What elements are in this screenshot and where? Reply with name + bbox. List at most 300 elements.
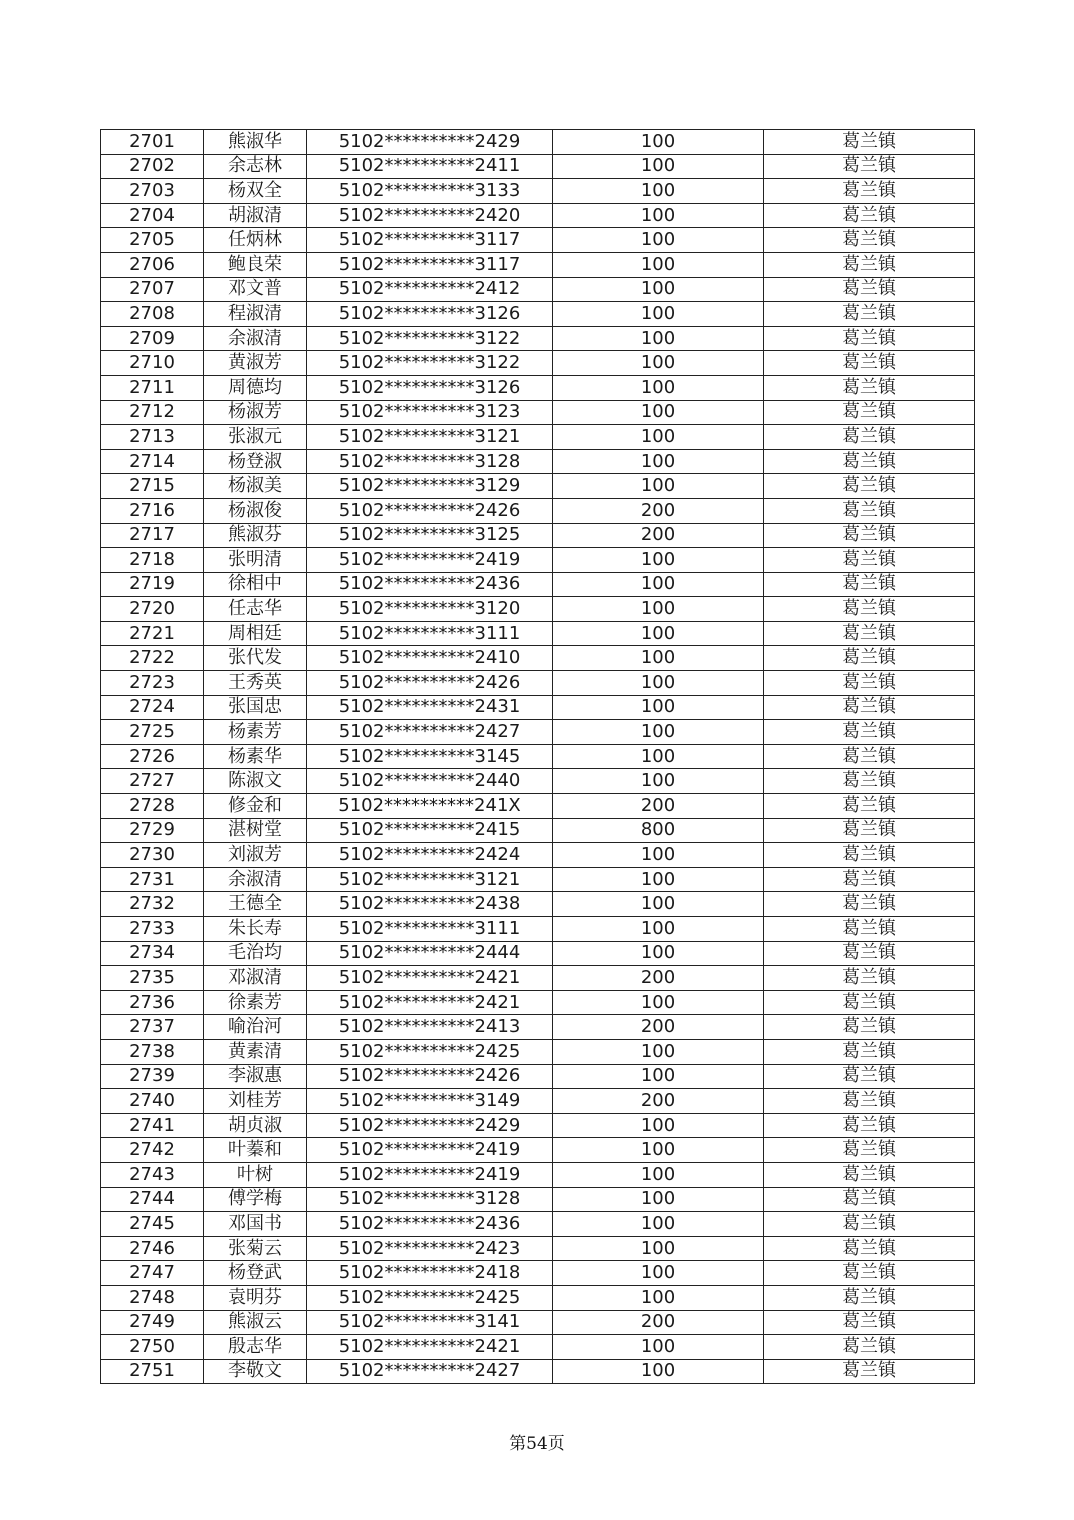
- row-number-cell: 2747: [101, 1261, 204, 1286]
- row-number-cell: 2722: [101, 646, 204, 671]
- name-cell: 李淑惠: [204, 1064, 307, 1089]
- amount-cell: 100: [553, 400, 764, 425]
- amount-cell: 100: [553, 252, 764, 277]
- amount-cell: 100: [553, 990, 764, 1015]
- table-row: [101, 646, 975, 671]
- table-row: [101, 1187, 975, 1212]
- amount-cell: 100: [553, 867, 764, 892]
- name-cell: 熊淑芬: [204, 523, 307, 548]
- id-number-cell: 5102**********2419: [307, 1138, 553, 1163]
- row-number-cell: 2710: [101, 351, 204, 376]
- name-cell: 殷志华: [204, 1335, 307, 1360]
- name-cell: 胡贞淑: [204, 1113, 307, 1138]
- name-cell: 余淑清: [204, 326, 307, 351]
- town-cell: 葛兰镇: [764, 1359, 975, 1384]
- row-number-cell: 2712: [101, 400, 204, 425]
- table-row: [101, 130, 975, 155]
- id-number-cell: 5102**********2421: [307, 990, 553, 1015]
- row-number-cell: 2741: [101, 1113, 204, 1138]
- id-number-cell: 5102**********3111: [307, 621, 553, 646]
- table-row: [101, 302, 975, 327]
- row-number-cell: 2716: [101, 498, 204, 523]
- town-cell: 葛兰镇: [764, 818, 975, 843]
- id-number-cell: 5102**********3141: [307, 1310, 553, 1335]
- town-cell: 葛兰镇: [764, 1310, 975, 1335]
- id-number-cell: 5102**********2425: [307, 1039, 553, 1064]
- row-number-cell: 2705: [101, 228, 204, 253]
- town-cell: 葛兰镇: [764, 130, 975, 155]
- id-number-cell: 5102**********2419: [307, 548, 553, 573]
- row-number-cell: 2731: [101, 867, 204, 892]
- name-cell: 张国忠: [204, 695, 307, 720]
- table-row: [101, 1359, 975, 1384]
- row-number-cell: 2720: [101, 597, 204, 622]
- town-cell: 葛兰镇: [764, 1187, 975, 1212]
- name-cell: 杨淑芳: [204, 400, 307, 425]
- town-cell: 葛兰镇: [764, 1039, 975, 1064]
- town-cell: 葛兰镇: [764, 474, 975, 499]
- town-cell: 葛兰镇: [764, 228, 975, 253]
- id-number-cell: 5102**********2423: [307, 1236, 553, 1261]
- table-row: [101, 425, 975, 450]
- id-number-cell: 5102**********2426: [307, 1064, 553, 1089]
- table-row: [101, 154, 975, 179]
- table-row: [101, 179, 975, 204]
- id-number-cell: 5102**********3121: [307, 867, 553, 892]
- row-number-cell: 2726: [101, 744, 204, 769]
- row-number-cell: 2706: [101, 252, 204, 277]
- table-body: [101, 130, 975, 1384]
- amount-cell: 100: [553, 228, 764, 253]
- town-cell: 葛兰镇: [764, 375, 975, 400]
- table-row: [101, 744, 975, 769]
- table-row: [101, 326, 975, 351]
- row-number-cell: 2738: [101, 1039, 204, 1064]
- row-number-cell: 2713: [101, 425, 204, 450]
- name-cell: 邓国书: [204, 1212, 307, 1237]
- amount-cell: 100: [553, 917, 764, 942]
- row-number-cell: 2730: [101, 843, 204, 868]
- amount-cell: 100: [553, 302, 764, 327]
- row-number-cell: 2737: [101, 1015, 204, 1040]
- amount-cell: 100: [553, 1359, 764, 1384]
- table-row: [101, 1089, 975, 1114]
- id-number-cell: 5102**********2426: [307, 671, 553, 696]
- name-cell: 杨淑俊: [204, 498, 307, 523]
- amount-cell: 100: [553, 646, 764, 671]
- town-cell: 葛兰镇: [764, 769, 975, 794]
- amount-cell: 100: [553, 769, 764, 794]
- town-cell: 葛兰镇: [764, 843, 975, 868]
- table-row: [101, 277, 975, 302]
- amount-cell: 200: [553, 1089, 764, 1114]
- town-cell: 葛兰镇: [764, 720, 975, 745]
- table-row: [101, 400, 975, 425]
- table-row: [101, 498, 975, 523]
- town-cell: 葛兰镇: [764, 523, 975, 548]
- amount-cell: 100: [553, 1138, 764, 1163]
- table-row: [101, 1212, 975, 1237]
- table-row: [101, 375, 975, 400]
- town-cell: 葛兰镇: [764, 203, 975, 228]
- name-cell: 程淑清: [204, 302, 307, 327]
- table-row: [101, 917, 975, 942]
- town-cell: 葛兰镇: [764, 744, 975, 769]
- data-table: [100, 129, 975, 1384]
- amount-cell: 100: [553, 474, 764, 499]
- row-number-cell: 2739: [101, 1064, 204, 1089]
- row-number-cell: 2729: [101, 818, 204, 843]
- table-row: [101, 252, 975, 277]
- id-number-cell: 5102**********2412: [307, 277, 553, 302]
- row-number-cell: 2732: [101, 892, 204, 917]
- id-number-cell: 5102**********3133: [307, 179, 553, 204]
- id-number-cell: 5102**********3128: [307, 1187, 553, 1212]
- town-cell: 葛兰镇: [764, 351, 975, 376]
- name-cell: 刘桂芳: [204, 1089, 307, 1114]
- amount-cell: 100: [553, 154, 764, 179]
- row-number-cell: 2711: [101, 375, 204, 400]
- amount-cell: 200: [553, 1310, 764, 1335]
- id-number-cell: 5102**********2427: [307, 720, 553, 745]
- name-cell: 李敬文: [204, 1359, 307, 1384]
- table-row: [101, 1039, 975, 1064]
- name-cell: 袁明芬: [204, 1285, 307, 1310]
- id-number-cell: 5102**********2436: [307, 572, 553, 597]
- name-cell: 张淑元: [204, 425, 307, 450]
- table-row: [101, 1236, 975, 1261]
- town-cell: 葛兰镇: [764, 695, 975, 720]
- id-number-cell: 5102**********3117: [307, 228, 553, 253]
- town-cell: 葛兰镇: [764, 646, 975, 671]
- id-number-cell: 5102**********2425: [307, 1285, 553, 1310]
- amount-cell: 800: [553, 818, 764, 843]
- table-row: [101, 843, 975, 868]
- name-cell: 周相廷: [204, 621, 307, 646]
- row-number-cell: 2721: [101, 621, 204, 646]
- id-number-cell: 5102**********2429: [307, 130, 553, 155]
- id-number-cell: 5102**********2421: [307, 966, 553, 991]
- table-row: [101, 1310, 975, 1335]
- table-row: [101, 1064, 975, 1089]
- table-row: [101, 474, 975, 499]
- name-cell: 喻治河: [204, 1015, 307, 1040]
- table-row: [101, 572, 975, 597]
- name-cell: 杨淑美: [204, 474, 307, 499]
- name-cell: 胡淑清: [204, 203, 307, 228]
- id-number-cell: 5102**********2415: [307, 818, 553, 843]
- name-cell: 杨素芳: [204, 720, 307, 745]
- table-row: [101, 818, 975, 843]
- name-cell: 修金和: [204, 794, 307, 819]
- town-cell: 葛兰镇: [764, 449, 975, 474]
- amount-cell: 100: [553, 1039, 764, 1064]
- amount-cell: 100: [553, 843, 764, 868]
- name-cell: 叶树: [204, 1162, 307, 1187]
- row-number-cell: 2709: [101, 326, 204, 351]
- amount-cell: 200: [553, 523, 764, 548]
- row-number-cell: 2751: [101, 1359, 204, 1384]
- town-cell: 葛兰镇: [764, 794, 975, 819]
- town-cell: 葛兰镇: [764, 400, 975, 425]
- id-number-cell: 5102**********2420: [307, 203, 553, 228]
- id-number-cell: 5102**********2440: [307, 769, 553, 794]
- name-cell: 毛治均: [204, 941, 307, 966]
- town-cell: 葛兰镇: [764, 179, 975, 204]
- table-row: [101, 1335, 975, 1360]
- amount-cell: 100: [553, 179, 764, 204]
- name-cell: 张菊云: [204, 1236, 307, 1261]
- town-cell: 葛兰镇: [764, 671, 975, 696]
- row-number-cell: 2718: [101, 548, 204, 573]
- row-number-cell: 2735: [101, 966, 204, 991]
- name-cell: 杨登淑: [204, 449, 307, 474]
- table-row: [101, 1285, 975, 1310]
- table-row: [101, 1015, 975, 1040]
- town-cell: 葛兰镇: [764, 572, 975, 597]
- table-row: [101, 769, 975, 794]
- amount-cell: 200: [553, 1015, 764, 1040]
- row-number-cell: 2725: [101, 720, 204, 745]
- amount-cell: 100: [553, 597, 764, 622]
- amount-cell: 100: [553, 326, 764, 351]
- id-number-cell: 5102**********3129: [307, 474, 553, 499]
- amount-cell: 100: [553, 449, 764, 474]
- row-number-cell: 2717: [101, 523, 204, 548]
- name-cell: 刘淑芳: [204, 843, 307, 868]
- town-cell: 葛兰镇: [764, 917, 975, 942]
- amount-cell: 100: [553, 1064, 764, 1089]
- row-number-cell: 2734: [101, 941, 204, 966]
- name-cell: 杨双全: [204, 179, 307, 204]
- table-row: [101, 1113, 975, 1138]
- amount-cell: 100: [553, 1236, 764, 1261]
- town-cell: 葛兰镇: [764, 252, 975, 277]
- id-number-cell: 5102**********2429: [307, 1113, 553, 1138]
- row-number-cell: 2723: [101, 671, 204, 696]
- town-cell: 葛兰镇: [764, 892, 975, 917]
- id-number-cell: 5102**********3123: [307, 400, 553, 425]
- name-cell: 徐相中: [204, 572, 307, 597]
- row-number-cell: 2715: [101, 474, 204, 499]
- id-number-cell: 5102**********2431: [307, 695, 553, 720]
- table-row: [101, 941, 975, 966]
- town-cell: 葛兰镇: [764, 326, 975, 351]
- name-cell: 王秀英: [204, 671, 307, 696]
- amount-cell: 200: [553, 498, 764, 523]
- amount-cell: 100: [553, 744, 764, 769]
- table-row: [101, 892, 975, 917]
- id-number-cell: 5102**********3120: [307, 597, 553, 622]
- row-number-cell: 2703: [101, 179, 204, 204]
- amount-cell: 100: [553, 548, 764, 573]
- row-number-cell: 2707: [101, 277, 204, 302]
- row-number-cell: 2740: [101, 1089, 204, 1114]
- town-cell: 葛兰镇: [764, 1113, 975, 1138]
- town-cell: 葛兰镇: [764, 1335, 975, 1360]
- table-row: [101, 720, 975, 745]
- amount-cell: 100: [553, 621, 764, 646]
- name-cell: 朱长寿: [204, 917, 307, 942]
- town-cell: 葛兰镇: [764, 154, 975, 179]
- town-cell: 葛兰镇: [764, 1064, 975, 1089]
- row-number-cell: 2749: [101, 1310, 204, 1335]
- name-cell: 周德均: [204, 375, 307, 400]
- table-row: [101, 990, 975, 1015]
- amount-cell: 100: [553, 720, 764, 745]
- amount-cell: 100: [553, 425, 764, 450]
- row-number-cell: 2736: [101, 990, 204, 1015]
- table-row: [101, 794, 975, 819]
- amount-cell: 100: [553, 1212, 764, 1237]
- id-number-cell: 5102**********2411: [307, 154, 553, 179]
- row-number-cell: 2733: [101, 917, 204, 942]
- town-cell: 葛兰镇: [764, 548, 975, 573]
- table-row: [101, 867, 975, 892]
- row-number-cell: 2701: [101, 130, 204, 155]
- amount-cell: 100: [553, 1335, 764, 1360]
- id-number-cell: 5102**********3117: [307, 252, 553, 277]
- name-cell: 任志华: [204, 597, 307, 622]
- table-row: [101, 671, 975, 696]
- amount-cell: 100: [553, 572, 764, 597]
- id-number-cell: 5102**********2436: [307, 1212, 553, 1237]
- amount-cell: 200: [553, 794, 764, 819]
- town-cell: 葛兰镇: [764, 597, 975, 622]
- row-number-cell: 2714: [101, 449, 204, 474]
- id-number-cell: 5102**********3145: [307, 744, 553, 769]
- amount-cell: 100: [553, 351, 764, 376]
- table-row: [101, 203, 975, 228]
- name-cell: 鲍良荣: [204, 252, 307, 277]
- town-cell: 葛兰镇: [764, 867, 975, 892]
- town-cell: 葛兰镇: [764, 1236, 975, 1261]
- town-cell: 葛兰镇: [764, 1138, 975, 1163]
- table-row: [101, 548, 975, 573]
- row-number-cell: 2708: [101, 302, 204, 327]
- row-number-cell: 2724: [101, 695, 204, 720]
- town-cell: 葛兰镇: [764, 966, 975, 991]
- amount-cell: 100: [553, 130, 764, 155]
- town-cell: 葛兰镇: [764, 1015, 975, 1040]
- town-cell: 葛兰镇: [764, 1162, 975, 1187]
- town-cell: 葛兰镇: [764, 1261, 975, 1286]
- row-number-cell: 2727: [101, 769, 204, 794]
- id-number-cell: 5102**********2410: [307, 646, 553, 671]
- name-cell: 余志林: [204, 154, 307, 179]
- table-row: [101, 695, 975, 720]
- row-number-cell: 2744: [101, 1187, 204, 1212]
- amount-cell: 100: [553, 1285, 764, 1310]
- name-cell: 陈淑文: [204, 769, 307, 794]
- id-number-cell: 5102**********2421: [307, 1335, 553, 1360]
- amount-cell: 200: [553, 966, 764, 991]
- table-row: [101, 1261, 975, 1286]
- table-row: [101, 597, 975, 622]
- id-number-cell: 5102**********3149: [307, 1089, 553, 1114]
- row-number-cell: 2746: [101, 1236, 204, 1261]
- name-cell: 邓淑清: [204, 966, 307, 991]
- name-cell: 张代发: [204, 646, 307, 671]
- row-number-cell: 2704: [101, 203, 204, 228]
- table-row: [101, 1138, 975, 1163]
- id-number-cell: 5102**********2424: [307, 843, 553, 868]
- id-number-cell: 5102**********2418: [307, 1261, 553, 1286]
- name-cell: 叶蓁和: [204, 1138, 307, 1163]
- name-cell: 徐素芳: [204, 990, 307, 1015]
- name-cell: 熊淑云: [204, 1310, 307, 1335]
- id-number-cell: 5102**********2427: [307, 1359, 553, 1384]
- id-number-cell: 5102**********3121: [307, 425, 553, 450]
- town-cell: 葛兰镇: [764, 302, 975, 327]
- id-number-cell: 5102**********2438: [307, 892, 553, 917]
- town-cell: 葛兰镇: [764, 425, 975, 450]
- name-cell: 杨登武: [204, 1261, 307, 1286]
- amount-cell: 100: [553, 671, 764, 696]
- name-cell: 黄淑芳: [204, 351, 307, 376]
- town-cell: 葛兰镇: [764, 621, 975, 646]
- amount-cell: 100: [553, 941, 764, 966]
- amount-cell: 100: [553, 1261, 764, 1286]
- amount-cell: 100: [553, 1162, 764, 1187]
- town-cell: 葛兰镇: [764, 1089, 975, 1114]
- row-number-cell: 2743: [101, 1162, 204, 1187]
- name-cell: 余淑清: [204, 867, 307, 892]
- amount-cell: 100: [553, 375, 764, 400]
- id-number-cell: 5102**********2413: [307, 1015, 553, 1040]
- id-number-cell: 5102**********2444: [307, 941, 553, 966]
- table-row: [101, 228, 975, 253]
- name-cell: 黄素清: [204, 1039, 307, 1064]
- id-number-cell: 5102**********241X: [307, 794, 553, 819]
- row-number-cell: 2702: [101, 154, 204, 179]
- town-cell: 葛兰镇: [764, 990, 975, 1015]
- name-cell: 任炳林: [204, 228, 307, 253]
- town-cell: 葛兰镇: [764, 498, 975, 523]
- row-number-cell: 2728: [101, 794, 204, 819]
- table-row: [101, 966, 975, 991]
- amount-cell: 100: [553, 203, 764, 228]
- row-number-cell: 2745: [101, 1212, 204, 1237]
- amount-cell: 100: [553, 1187, 764, 1212]
- name-cell: 邓文普: [204, 277, 307, 302]
- id-number-cell: 5102**********3126: [307, 375, 553, 400]
- id-number-cell: 5102**********2426: [307, 498, 553, 523]
- row-number-cell: 2748: [101, 1285, 204, 1310]
- id-number-cell: 5102**********3125: [307, 523, 553, 548]
- amount-cell: 100: [553, 277, 764, 302]
- amount-cell: 100: [553, 1113, 764, 1138]
- id-number-cell: 5102**********3122: [307, 351, 553, 376]
- amount-cell: 100: [553, 892, 764, 917]
- table-row: [101, 351, 975, 376]
- row-number-cell: 2750: [101, 1335, 204, 1360]
- amount-cell: 100: [553, 695, 764, 720]
- table-row: [101, 523, 975, 548]
- table-row: [101, 621, 975, 646]
- town-cell: 葛兰镇: [764, 1212, 975, 1237]
- row-number-cell: 2742: [101, 1138, 204, 1163]
- id-number-cell: 5102**********3126: [307, 302, 553, 327]
- id-number-cell: 5102**********3111: [307, 917, 553, 942]
- row-number-cell: 2719: [101, 572, 204, 597]
- name-cell: 傅学梅: [204, 1187, 307, 1212]
- name-cell: 杨素华: [204, 744, 307, 769]
- name-cell: 湛树堂: [204, 818, 307, 843]
- table-row: [101, 1162, 975, 1187]
- page-number: 第54页: [509, 1434, 565, 1454]
- table-row: [101, 449, 975, 474]
